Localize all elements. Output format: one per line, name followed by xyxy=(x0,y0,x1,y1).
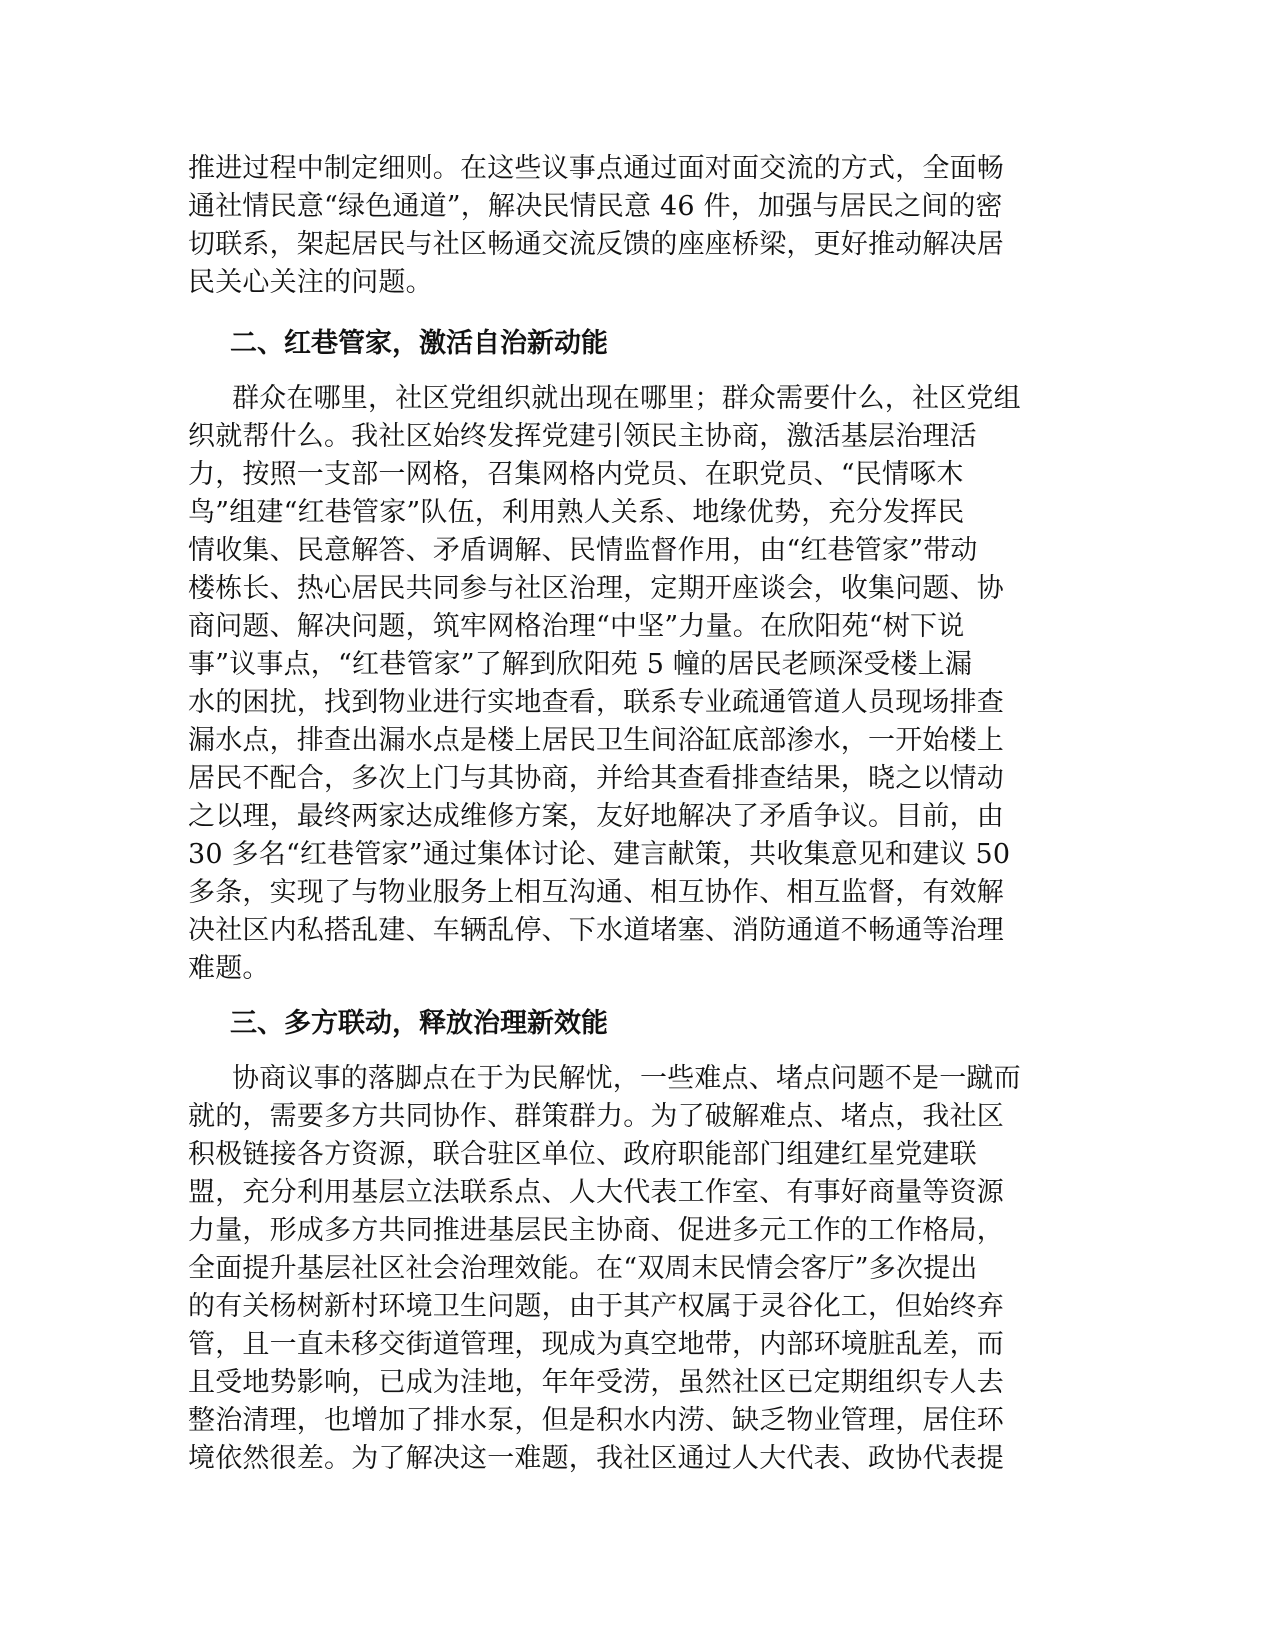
text-line: 协商议事的落脚点在于为民解忧，一些难点、堵点问题不是一蹴而 xyxy=(232,1063,1021,1094)
text-line: 积极链接各方资源，联合驻区单位、政府职能部门组建红星党建联 xyxy=(188,1139,977,1170)
text-line: 多条，实现了与物业服务上相互沟通、相互协作、相互监督，有效解 xyxy=(188,877,1004,908)
text-line: 推进过程中制定细则。在这些议事点通过面对面交流的方式，全面畅 xyxy=(188,153,1004,184)
text-line: 之以理，最终两家达成维修方案，友好地解决了矛盾争议。目前，由 xyxy=(188,801,1004,832)
paragraph-intro xyxy=(188,150,1068,302)
text-line: 情收集、民意解答、矛盾调解、民情监督作用，由“红巷管家”带动 xyxy=(188,535,978,566)
section-three-heading: 三、多方联动，释放治理新效能 xyxy=(230,1008,608,1039)
text-line: 整治清理，也增加了排水泵，但是积水内涝、缺乏物业管理，居住环 xyxy=(188,1405,1004,1436)
text-line: 织就帮什么。我社区始终发挥党建引领民主协商，激活基层治理活 xyxy=(188,421,977,452)
text-line: 全面提升基层社区社会治理效能。在“双周末民情会客厅”多次提出 xyxy=(188,1253,978,1284)
text-line: 漏水点，排查出漏水点是楼上居民卫生间浴缸底部渗水，一开始楼上 xyxy=(188,725,1004,756)
section-two-paragraph xyxy=(188,380,1068,988)
text-line: 力，按照一支部一网格，召集网格内党员、在职党员、“民情啄木 xyxy=(188,459,964,490)
text-line: 事”议事点，“红巷管家”了解到欣阳苑 5 幢的居民老顾深受楼上漏 xyxy=(188,649,973,680)
text-line: 难题。 xyxy=(188,953,270,984)
section-three-paragraph xyxy=(188,1060,1068,1478)
text-line: 商问题、解决问题，筑牢网格治理“中坚”力量。在欣阳苑“树下说 xyxy=(188,611,965,642)
text-line: 居民不配合，多次上门与其协商，并给其查看排查结果，晓之以情动 xyxy=(188,763,1004,794)
section-two-heading: 二、红巷管家，激活自治新动能 xyxy=(230,328,608,359)
text-line: 管，且一直未移交街道管理，现成为真空地带，内部环境脏乱差，而 xyxy=(188,1329,1004,1360)
text-line: 就的，需要多方共同协作、群策群力。为了破解难点、堵点，我社区 xyxy=(188,1101,1004,1132)
text-line: 力量，形成多方共同推进基层民主协商、促进多元工作的工作格局， xyxy=(188,1215,1004,1246)
text-line: 境依然很差。为了解决这一难题，我社区通过人大代表、政协代表提 xyxy=(188,1443,1004,1474)
text-line: 群众在哪里，社区党组织就出现在哪里；群众需要什么，社区党组 xyxy=(232,383,1021,414)
text-line: 水的困扰，找到物业进行实地查看，联系专业疏通管道人员现场排查 xyxy=(188,687,1004,718)
text-line: 的有关杨树新村环境卫生问题，由于其产权属于灵谷化工，但始终弃 xyxy=(188,1291,1004,1322)
text-line: 民关心关注的问题。 xyxy=(188,267,433,298)
text-line: 鸟”组建“红巷管家”队伍，利用熟人关系、地缘优势，充分发挥民 xyxy=(188,497,965,528)
text-line: 且受地势影响，已成为洼地，年年受涝，虽然社区已定期组织专人去 xyxy=(188,1367,1004,1398)
text-line: 切联系，架起居民与社区畅通交流反馈的座座桥梁，更好推动解决居 xyxy=(188,229,1004,260)
text-line: 楼栋长、热心居民共同参与社区治理，定期开座谈会，收集问题、协 xyxy=(188,573,1004,604)
text-line: 决社区内私搭乱建、车辆乱停、下水道堵塞、消防通道不畅通等治理 xyxy=(188,915,1004,946)
text-line: 盟，充分利用基层立法联系点、人大代表工作室、有事好商量等资源 xyxy=(188,1177,1004,1208)
text-line: 30 多名“红巷管家”通过集体讨论、建言献策，共收集意见和建议 50 xyxy=(188,839,1011,870)
text-line: 通社情民意“绿色通道”，解决民情民意 46 件，加强与居民之间的密 xyxy=(188,191,1003,222)
